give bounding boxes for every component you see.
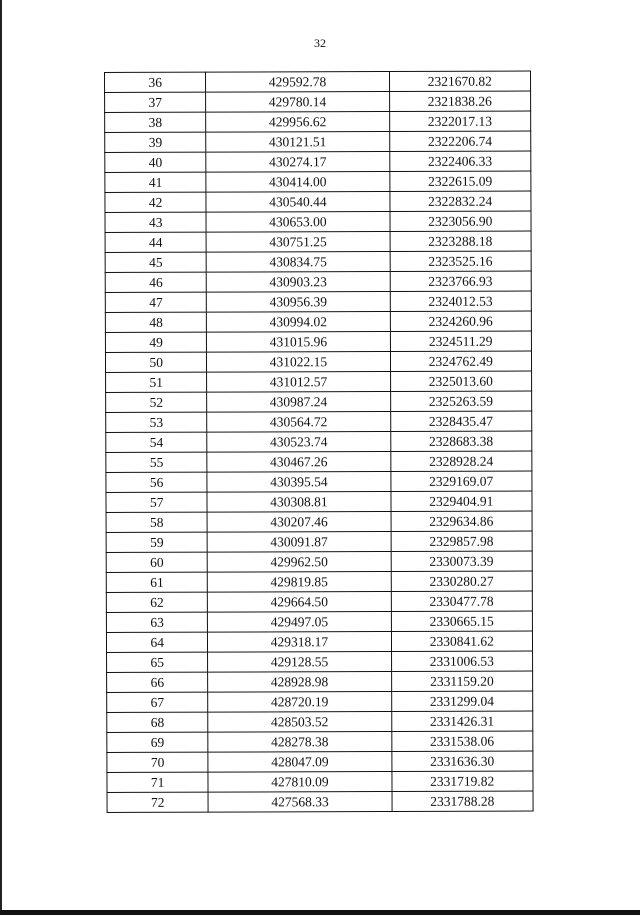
point-number-cell: 71: [107, 772, 208, 792]
y-coordinate-cell: 2322832.24: [389, 191, 531, 211]
table-row: [106, 631, 532, 652]
y-coordinate-cell: 2331538.06: [391, 731, 533, 751]
x-coordinate-cell: 428720.19: [208, 692, 391, 713]
point-number-cell: 57: [106, 492, 207, 512]
table-row: [106, 411, 532, 432]
table-row: [106, 571, 532, 592]
table-row: [106, 391, 532, 412]
table-row: [105, 71, 531, 92]
y-coordinate-cell: 2330073.39: [391, 551, 533, 571]
y-coordinate-cell: 2330841.62: [391, 631, 533, 651]
x-coordinate-cell: 427568.33: [208, 792, 391, 813]
x-coordinate-cell: 430540.44: [206, 192, 389, 213]
y-coordinate-cell: 2324762.49: [390, 351, 532, 371]
y-coordinate-cell: 2331159.20: [391, 671, 533, 691]
y-coordinate-cell: 2325013.60: [390, 371, 532, 391]
point-number-cell: 36: [105, 72, 206, 92]
point-number-cell: 40: [105, 152, 206, 172]
point-number-cell: 66: [107, 672, 208, 692]
x-coordinate-cell: 429592.78: [206, 72, 389, 93]
point-number-cell: 48: [105, 312, 206, 332]
y-coordinate-cell: 2324511.29: [390, 331, 532, 351]
coordinate-table: [104, 71, 534, 813]
x-coordinate-cell: 430653.00: [206, 212, 389, 233]
point-number-cell: 52: [106, 392, 207, 412]
point-number-cell: 60: [106, 552, 207, 572]
table-row: [105, 151, 531, 172]
point-number-cell: 41: [105, 172, 206, 192]
y-coordinate-cell: 2330477.78: [391, 591, 533, 611]
y-coordinate-cell: 2328683.38: [390, 431, 532, 451]
x-coordinate-cell: 429128.55: [208, 652, 391, 673]
y-coordinate-cell: 2331299.04: [391, 691, 533, 711]
page-number: 32: [314, 36, 326, 50]
y-coordinate-cell: 2321670.82: [389, 71, 531, 91]
table-row: [106, 531, 532, 552]
y-coordinate-cell: 2331636.30: [391, 751, 533, 771]
y-coordinate-cell: 2323525.16: [390, 251, 532, 271]
y-coordinate-cell: 2331006.53: [391, 651, 533, 671]
x-coordinate-cell: 427810.09: [208, 772, 391, 793]
point-number-cell: 37: [105, 92, 206, 112]
x-coordinate-cell: 430395.54: [207, 472, 390, 493]
table-row: [107, 791, 533, 812]
table-row: [105, 291, 531, 312]
x-coordinate-cell: 430956.39: [207, 292, 390, 313]
point-number-cell: 53: [106, 412, 207, 432]
x-coordinate-cell: 430523.74: [207, 432, 390, 453]
x-coordinate-cell: 430414.00: [206, 172, 389, 193]
point-number-cell: 59: [106, 532, 207, 552]
point-number-cell: 61: [106, 572, 207, 592]
point-number-cell: 45: [105, 252, 206, 272]
point-number-cell: 65: [107, 652, 208, 672]
table-row: [105, 211, 531, 232]
y-coordinate-cell: 2322206.74: [389, 131, 531, 151]
table-row: [105, 331, 531, 352]
y-coordinate-cell: 2324012.53: [390, 291, 532, 311]
y-coordinate-cell: 2331719.82: [391, 771, 533, 791]
table-row: [106, 491, 532, 512]
point-number-cell: 43: [105, 212, 206, 232]
point-number-cell: 63: [106, 612, 207, 632]
x-coordinate-cell: 429497.05: [208, 612, 391, 633]
point-number-cell: 49: [105, 332, 206, 352]
scan-edge-bottom: [0, 910, 640, 915]
point-number-cell: 68: [107, 712, 208, 732]
point-number-cell: 70: [107, 752, 208, 772]
x-coordinate-cell: 430751.25: [206, 232, 389, 253]
x-coordinate-cell: 429962.50: [208, 552, 391, 573]
table-row: [105, 271, 531, 292]
y-coordinate-cell: 2328928.24: [390, 451, 532, 471]
table-row: [106, 471, 532, 492]
table-row: [105, 351, 531, 372]
table-row: [106, 371, 532, 392]
point-number-cell: 39: [105, 132, 206, 152]
y-coordinate-cell: 2329169.07: [390, 471, 532, 491]
x-coordinate-cell: 429956.62: [206, 112, 389, 133]
table-row: [107, 711, 533, 732]
point-number-cell: 47: [105, 292, 206, 312]
table-row: [105, 191, 531, 212]
x-coordinate-cell: 430308.81: [207, 492, 390, 513]
table-row: [105, 251, 531, 272]
y-coordinate-cell: 2322017.13: [389, 111, 531, 131]
x-coordinate-cell: 430564.72: [207, 412, 390, 433]
y-coordinate-cell: 2321838.26: [389, 91, 531, 111]
x-coordinate-cell: 428503.52: [208, 712, 391, 733]
table-row: [106, 431, 532, 452]
point-number-cell: 42: [105, 192, 206, 212]
point-number-cell: 58: [106, 512, 207, 532]
x-coordinate-cell: 430207.46: [207, 512, 390, 533]
x-coordinate-cell: 430091.87: [207, 532, 390, 553]
x-coordinate-cell: 431015.96: [207, 332, 390, 353]
table-row: [106, 511, 532, 532]
table-row: [105, 111, 531, 132]
x-coordinate-cell: 430987.24: [207, 392, 390, 413]
x-coordinate-cell: 429664.50: [208, 592, 391, 613]
y-coordinate-cell: 2329857.98: [391, 531, 533, 551]
table-row: [107, 651, 533, 672]
y-coordinate-cell: 2329634.86: [391, 511, 533, 531]
y-coordinate-cell: 2330280.27: [391, 571, 533, 591]
table-row: [106, 451, 532, 472]
y-coordinate-cell: 2323056.90: [390, 211, 532, 231]
coordinate-table-body: [105, 71, 534, 812]
table-row: [105, 311, 531, 332]
x-coordinate-cell: 431012.57: [207, 372, 390, 393]
y-coordinate-cell: 2331426.31: [391, 711, 533, 731]
x-coordinate-cell: 428047.09: [208, 752, 391, 773]
x-coordinate-cell: 430834.75: [207, 252, 390, 273]
table-row: [105, 131, 531, 152]
table-row: [107, 671, 533, 692]
x-coordinate-cell: 429780.14: [206, 92, 389, 113]
point-number-cell: 51: [106, 372, 207, 392]
point-number-cell: 69: [107, 732, 208, 752]
y-coordinate-cell: 2322406.33: [389, 151, 531, 171]
y-coordinate-cell: 2323766.93: [390, 271, 532, 291]
y-coordinate-cell: 2330665.15: [391, 611, 533, 631]
y-coordinate-cell: 2331788.28: [392, 791, 534, 811]
x-coordinate-cell: 429318.17: [208, 632, 391, 653]
x-coordinate-cell: 428278.38: [208, 732, 391, 753]
x-coordinate-cell: 428928.98: [208, 672, 391, 693]
point-number-cell: 46: [105, 272, 206, 292]
point-number-cell: 55: [106, 452, 207, 472]
table-row: [107, 691, 533, 712]
point-number-cell: 67: [107, 692, 208, 712]
table-row: [107, 751, 533, 772]
table-row: [107, 731, 533, 752]
x-coordinate-cell: 430121.51: [206, 132, 389, 153]
table-row: [105, 231, 531, 252]
x-coordinate-cell: 430467.26: [207, 452, 390, 473]
point-number-cell: 64: [106, 632, 207, 652]
table-row: [106, 591, 532, 612]
y-coordinate-cell: 2325263.59: [390, 391, 532, 411]
y-coordinate-cell: 2323288.18: [390, 231, 532, 251]
point-number-cell: 54: [106, 432, 207, 452]
point-number-cell: 62: [106, 592, 207, 612]
x-coordinate-cell: 430994.02: [207, 312, 390, 333]
y-coordinate-cell: 2322615.09: [389, 171, 531, 191]
point-number-cell: 44: [105, 232, 206, 252]
x-coordinate-cell: 430274.17: [206, 152, 389, 173]
x-coordinate-cell: 431022.15: [207, 352, 390, 373]
table-row: [106, 611, 532, 632]
table-row: [106, 551, 532, 572]
point-number-cell: 56: [106, 472, 207, 492]
y-coordinate-cell: 2329404.91: [390, 491, 532, 511]
y-coordinate-cell: 2328435.47: [390, 411, 532, 431]
y-coordinate-cell: 2324260.96: [390, 311, 532, 331]
scan-edge-left: [0, 0, 2, 915]
x-coordinate-cell: 429819.85: [208, 572, 391, 593]
point-number-cell: 50: [105, 352, 206, 372]
x-coordinate-cell: 430903.23: [207, 272, 390, 293]
table-row: [107, 771, 533, 792]
point-number-cell: 38: [105, 112, 206, 132]
point-number-cell: 72: [107, 792, 208, 812]
table-row: [105, 91, 531, 112]
table-row: [105, 171, 531, 192]
